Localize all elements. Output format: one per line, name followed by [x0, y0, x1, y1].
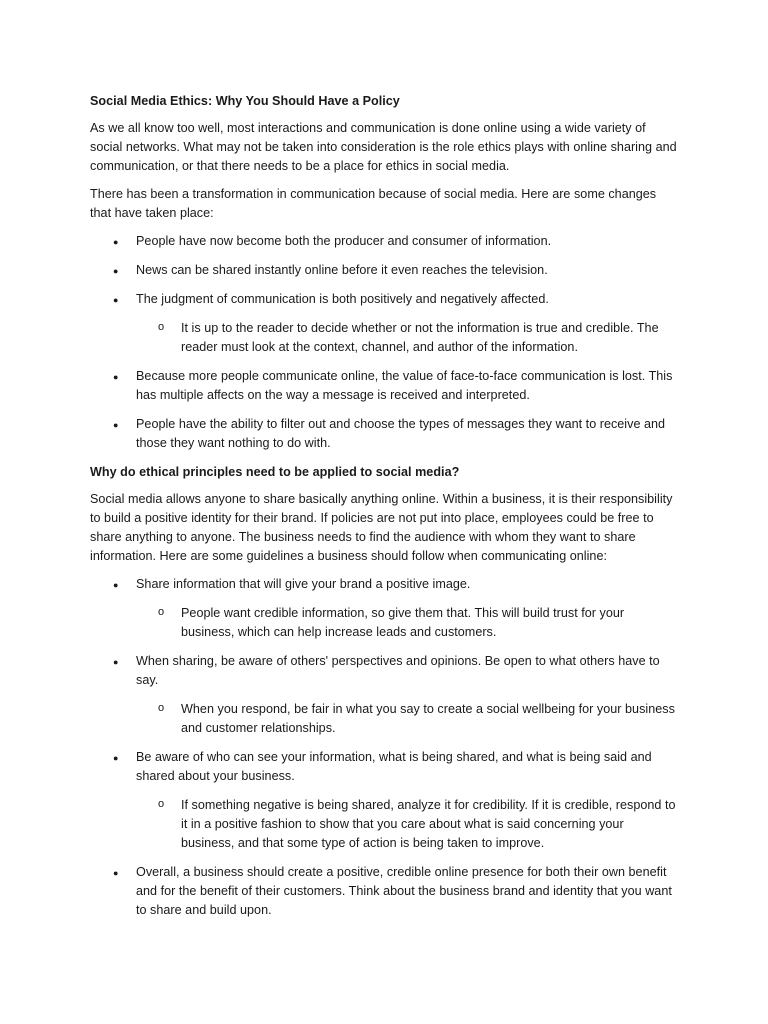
list-item: [90, 367, 680, 405]
changes-list: [90, 232, 680, 453]
bullet-icon: ●: [113, 372, 119, 382]
list-item: [90, 652, 680, 690]
sub-bullet-icon: o: [158, 798, 165, 810]
list-item-text: News can be shared instantly online before it even reaches the television.: [136, 263, 548, 277]
bullet-icon: ●: [113, 295, 119, 305]
list-item-text: The judgment of communication is both positively and negatively affected.: [136, 292, 549, 306]
list-item: [90, 748, 680, 786]
list-item-text: People have the ability to filter out and choose the types of messages they want to receive and those they want nothing to do with.: [136, 417, 666, 450]
list-item-text: When you respond, be fair in what you say to create a social wellbeing for your business and customer relationships.: [181, 702, 675, 735]
sub-bullet-icon: o: [158, 321, 165, 333]
list-item-text: When sharing, be aware of others' perspectives and opinions. Be open to what others have to say.: [136, 654, 660, 687]
intro-paragraph: As we all know too well, most interactions and communication is done online using a wide variety of social networks. What may not be taken into consideration is the role ethics plays with online sharing and communication, or that there needs to be a place for ethics in social media.: [90, 121, 677, 173]
transformation-paragraph: There has been a transformation in communication because of social media. Here are some changes that have taken place:: [90, 187, 657, 220]
document-body: [90, 92, 680, 930]
list-item: [90, 261, 680, 280]
list-item: [90, 575, 680, 594]
sub-list-item: [90, 700, 680, 738]
list-item: [90, 232, 680, 251]
list-item-text: People want credible information, so give them that. This will build trust for your business, which can help increase leads and customers.: [181, 606, 625, 639]
sub-bullet-icon: o: [158, 702, 165, 714]
document-title: Social Media Ethics: Why You Should Have a Policy: [90, 94, 400, 108]
section-paragraph: Social media allows anyone to share basically anything online. Within a business, it is their responsibility to build a positive identity for their brand. If policies are not put into place, employees could be free to share anything to anyone. The business needs to find the audience with whom they want to share information. Here are some guidelines a business should follow when communicating online:: [90, 492, 673, 563]
list-item-text: Overall, a business should create a positive, credible online presence for both their own benefit and for the benefit of their customers. Think about the business brand and identity that you want to share and build upon.: [136, 865, 672, 917]
list-item: [90, 415, 680, 453]
bullet-icon: ●: [113, 657, 119, 667]
list-item: [90, 290, 680, 309]
sub-list-item: [90, 604, 680, 642]
list-item-text: Share information that will give your brand a positive image.: [136, 577, 471, 591]
sub-list-item: [90, 796, 680, 853]
list-item: [90, 863, 680, 920]
sub-bullet-icon: o: [158, 606, 165, 618]
section-heading: Why do ethical principles need to be applied to social media?: [90, 465, 460, 479]
list-item-text: Be aware of who can see your information, what is being shared, and what is being said and shared about your business.: [136, 750, 652, 783]
bullet-icon: ●: [113, 580, 119, 590]
list-item-text: It is up to the reader to decide whether or not the information is true and credible. The reader must look at the context, channel, and author of the information.: [181, 321, 659, 354]
bullet-icon: ●: [113, 237, 119, 247]
bullet-icon: ●: [113, 266, 119, 276]
guidelines-list: [90, 575, 680, 920]
sub-list-item: [90, 319, 680, 357]
bullet-icon: ●: [113, 868, 119, 878]
bullet-icon: ●: [113, 753, 119, 763]
list-item-text: People have now become both the producer and consumer of information.: [136, 234, 552, 248]
bullet-icon: ●: [113, 420, 119, 430]
list-item-text: If something negative is being shared, analyze it for credibility. If it is credible, respond to it in a positive fashion to show that you care about what is said concerning your business, and that some type of action is being taken to improve.: [181, 798, 676, 850]
list-item-text: Because more people communicate online, the value of face-to-face communication is lost. This has multiple affects on the way a message is received and interpreted.: [136, 369, 673, 402]
